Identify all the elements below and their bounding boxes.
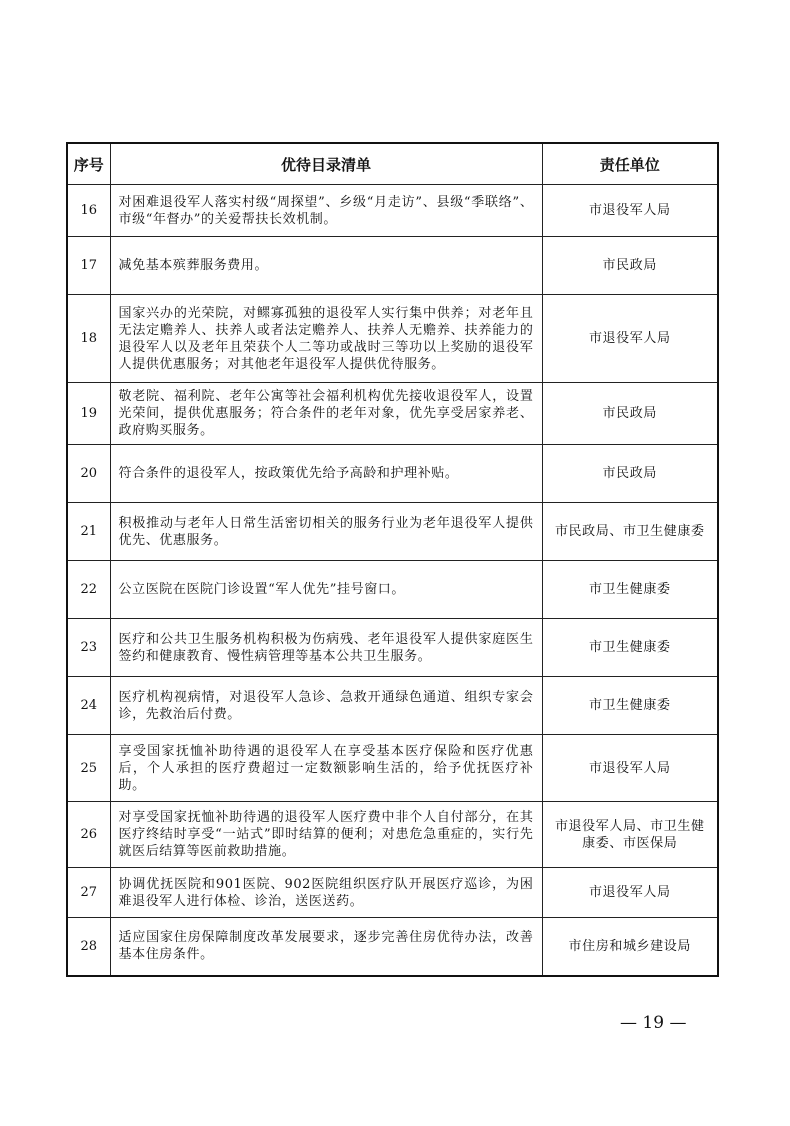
row-item: 公立医院在医院门诊设置“军人优先”挂号窗口。 (110, 561, 542, 619)
row-unit: 市卫生健康委 (542, 561, 718, 619)
row-number: 21 (67, 503, 110, 561)
row-unit: 市退役军人局 (542, 735, 718, 802)
row-item: 减免基本殡葬服务费用。 (110, 237, 542, 295)
table-row (67, 918, 718, 976)
header-serial-number: 序号 (67, 143, 110, 185)
row-unit: 市退役军人局 (542, 295, 718, 383)
row-item: 适应国家住房保障制度改革发展要求，逐步完善住房优待办法，改善基本住房条件。 (110, 918, 542, 976)
header-responsible-unit: 责任单位 (542, 143, 718, 185)
row-number: 18 (67, 295, 110, 383)
row-unit: 市民政局 (542, 445, 718, 503)
row-unit: 市住房和城乡建设局 (542, 918, 718, 976)
row-item: 医疗和公共卫生服务机构积极为伤病残、老年退役军人提供家庭医生签约和健康教育、慢性病管理等基本公共卫生服务。 (110, 619, 542, 677)
row-item: 对享受国家抚恤补助待遇的退役军人医疗费中非个人自付部分，在其医疗终结时享受“一站式”即时结算的便利；对患危急重症的，实行先就医后结算等医前救助措施。 (110, 802, 542, 868)
table-row (67, 868, 718, 918)
row-number: 19 (67, 383, 110, 445)
row-number: 27 (67, 868, 110, 918)
table-row (67, 677, 718, 735)
header-treatment-list: 优待目录清单 (110, 143, 542, 185)
table-row (67, 445, 718, 503)
row-number: 28 (67, 918, 110, 976)
row-unit: 市卫生健康委 (542, 619, 718, 677)
row-item: 积极推动与老年人日常生活密切相关的服务行业为老年退役军人提供优先、优惠服务。 (110, 503, 542, 561)
row-number: 17 (67, 237, 110, 295)
table-row (67, 561, 718, 619)
row-item: 敬老院、福利院、老年公寓等社会福利机构优先接收退役军人，设置光荣间，提供优惠服务；符合条件的老年对象，优先享受居家养老、政府购买服务。 (110, 383, 542, 445)
row-unit: 市退役军人局 (542, 185, 718, 237)
row-item: 国家兴办的光荣院，对鳏寡孤独的退役军人实行集中供养；对老年且无法定赡养人、扶养人或者法定赡养人、扶养人无赡养、扶养能力的退役军人以及老年且荣获个人二等功或战时三等功以上奖励的退役军人提供优惠服务；对其他老年退役军人提供优待服务。 (110, 295, 542, 383)
row-number: 22 (67, 561, 110, 619)
row-unit: 市民政局 (542, 237, 718, 295)
row-unit: 市民政局 (542, 383, 718, 445)
table-row (67, 185, 718, 237)
row-item: 医疗机构视病情，对退役军人急诊、急救开通绿色通道、组织专家会诊，先救治后付费。 (110, 677, 542, 735)
row-number: 25 (67, 735, 110, 802)
row-number: 26 (67, 802, 110, 868)
table-row (67, 802, 718, 868)
table-header-row (67, 143, 718, 185)
row-item: 协调优抚医院和901医院、902医院组织医疗队开展医疗巡诊，为困难退役军人进行体检、诊治，送医送药。 (110, 868, 542, 918)
row-item: 对困难退役军人落实村级“周探望”、乡级“月走访”、县级“季联络”、市级“年督办”的关爱帮扶长效机制。 (110, 185, 542, 237)
table-row (67, 383, 718, 445)
row-unit: 市民政局、市卫生健康委 (542, 503, 718, 561)
row-item: 符合条件的退役军人，按政策优先给予高龄和护理补贴。 (110, 445, 542, 503)
table-row (67, 735, 718, 802)
row-item: 享受国家抚恤补助待遇的退役军人在享受基本医疗保险和医疗优惠后，个人承担的医疗费超过一定数额影响生活的，给予优抚医疗补助。 (110, 735, 542, 802)
table-row (67, 237, 718, 295)
table-row (67, 619, 718, 677)
row-unit: 市退役军人局 (542, 868, 718, 918)
row-number: 23 (67, 619, 110, 677)
row-number: 24 (67, 677, 110, 735)
row-unit: 市退役军人局、市卫生健康委、市医保局 (542, 802, 718, 868)
table-row (67, 503, 718, 561)
row-unit: 市卫生健康委 (542, 677, 718, 735)
row-number: 16 (67, 185, 110, 237)
page-number: — 19 — (620, 1013, 687, 1033)
preferential-treatment-table (66, 142, 719, 977)
row-number: 20 (67, 445, 110, 503)
table-row (67, 295, 718, 383)
